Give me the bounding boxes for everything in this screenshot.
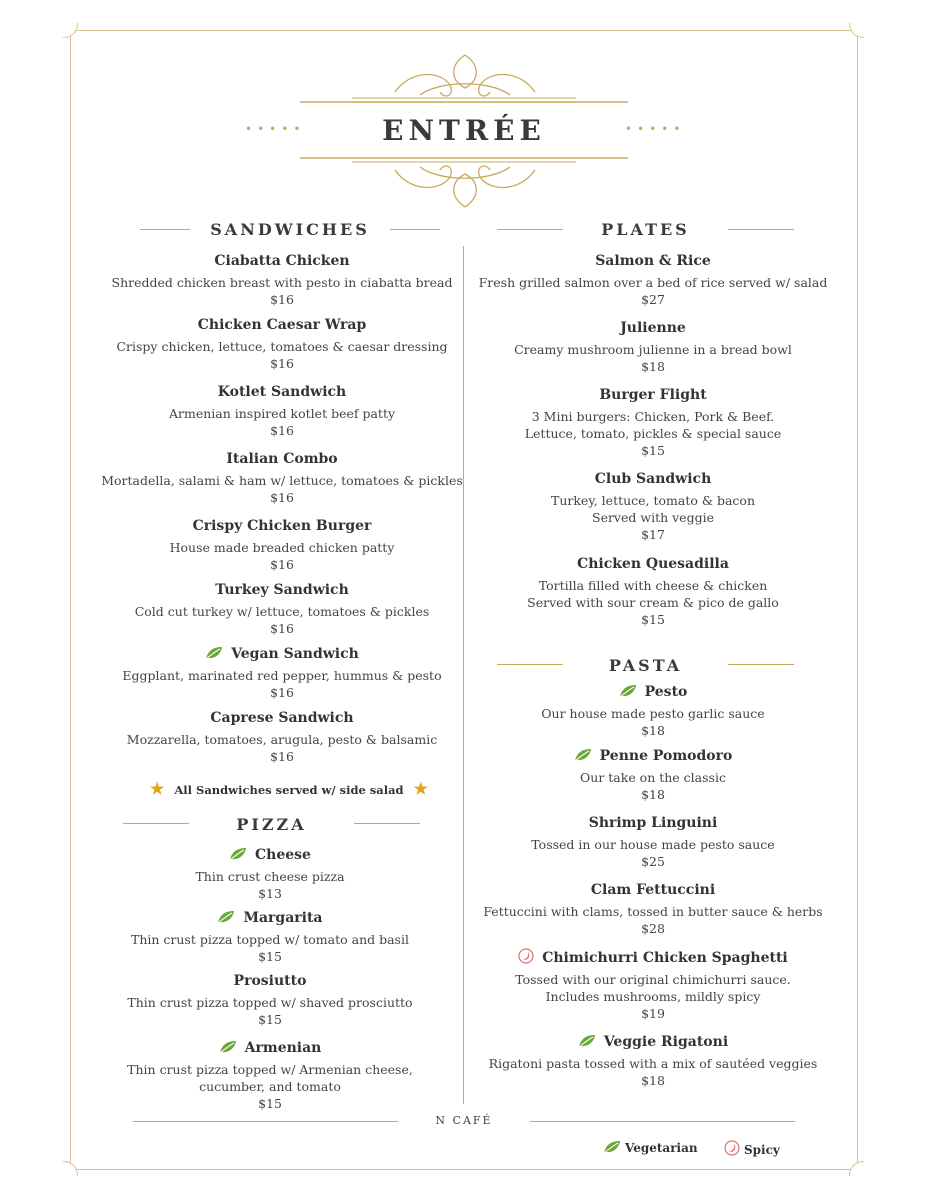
menu-item (470, 319, 836, 375)
footer-rule (530, 1121, 795, 1122)
item-price: $18 (641, 1073, 665, 1088)
vegetarian-leaf-icon (219, 1040, 237, 1054)
heading-rule (140, 229, 190, 230)
item-name: Club Sandwich (594, 471, 712, 487)
item-desc: Fettuccini with clams, tossed in butter sauce & herbs (483, 904, 823, 919)
footer-brand: N CAFÉ (435, 1114, 493, 1127)
menu-item (100, 645, 464, 701)
item-desc: Creamy mushroom julienne in a bread bowl (514, 342, 792, 357)
item-desc: Thin crust cheese pizza (195, 869, 345, 884)
item-desc-line2: Served with veggie (592, 510, 714, 525)
sandwich-note (150, 779, 428, 798)
item-desc: Armenian inspired kotlet beef patty (168, 406, 396, 421)
item-desc: Turkey, lettuce, tomato & bacon (550, 493, 756, 508)
title-dots-left: ••••• (245, 122, 306, 136)
menu-item (470, 470, 836, 543)
item-desc: Tossed in our house made pesto sauce (531, 837, 775, 852)
item-name: Veggie Rigatoni (603, 1034, 729, 1050)
pizza-heading: PIZZA (236, 815, 307, 834)
menu-item (470, 948, 836, 1022)
item-name: Chimichurri Chicken Spaghetti (542, 950, 788, 966)
menu-item (470, 683, 836, 739)
title-dots-right: ••••• (625, 122, 686, 136)
item-name: Chicken Quesadilla (577, 556, 729, 572)
pasta-heading: PASTA (608, 656, 683, 675)
item-desc: Thin crust pizza topped w/ Armenian cheese, (127, 1062, 413, 1077)
item-name: Cheese (255, 847, 311, 863)
item-name: Crispy Chicken Burger (192, 518, 372, 534)
item-price: $16 (270, 423, 294, 438)
menu-item (470, 386, 836, 459)
item-price: $28 (641, 921, 665, 936)
item-desc: Our house made pesto garlic sauce (541, 706, 765, 721)
menu-item (100, 316, 464, 372)
menu-item (100, 709, 464, 765)
item-name: Clam Fettuccini (590, 882, 716, 898)
item-desc-line2: Includes mushrooms, mildly spicy (545, 989, 761, 1004)
item-name: Kotlet Sandwich (217, 384, 347, 400)
menu-item (100, 846, 440, 902)
vegetarian-leaf-icon (603, 1140, 621, 1154)
item-price: $17 (641, 527, 665, 542)
item-name: Julienne (620, 320, 686, 336)
heading-rule (497, 229, 563, 230)
item-price: $16 (270, 292, 294, 307)
item-price: $16 (270, 490, 294, 505)
sandwich-note-text: All Sandwiches served w/ side salad (174, 783, 404, 797)
page-title: ENTRÉE (382, 114, 546, 147)
item-price: $15 (641, 612, 665, 627)
star-icon: ★ (150, 779, 165, 798)
heading-rule (354, 823, 420, 824)
vegetarian-leaf-icon (619, 684, 637, 698)
item-desc: Shredded chicken breast with pesto in ciabatta bread (111, 275, 453, 290)
menu-item (100, 581, 464, 637)
item-price: $18 (641, 723, 665, 738)
sandwiches-heading: SANDWICHES (210, 220, 370, 239)
vegetarian-leaf-icon (217, 910, 235, 924)
menu-item (470, 1033, 836, 1089)
legend-spicy (724, 1140, 780, 1157)
menu-item (470, 747, 836, 803)
spicy-icon (518, 948, 534, 964)
item-desc: House made breaded chicken patty (169, 540, 395, 555)
item-desc: Tortilla filled with cheese & chicken (538, 578, 768, 593)
item-desc: Fresh grilled salmon over a bed of rice served w/ salad (478, 275, 828, 290)
item-desc: Tossed with our original chimichurri sauce. (515, 972, 791, 987)
item-desc: Mortadella, salami & ham w/ lettuce, tomatoes & pickles (101, 473, 463, 488)
item-desc-line2: Lettuce, tomato, pickles & special sauce (524, 426, 782, 441)
item-name: Burger Flight (599, 387, 707, 403)
item-name: Italian Combo (226, 451, 338, 467)
item-price: $18 (641, 787, 665, 802)
item-price: $18 (641, 359, 665, 374)
legend-vegetarian-label: Vegetarian (625, 1141, 698, 1155)
item-name: Vegan Sandwich (231, 646, 359, 662)
legend-spicy-label: Spicy (744, 1143, 780, 1157)
item-desc: Our take on the classic (580, 770, 726, 785)
item-price: $16 (270, 557, 294, 572)
item-name: Shrimp Linguini (588, 815, 718, 831)
item-name: Caprese Sandwich (210, 710, 354, 726)
item-price: $15 (258, 949, 282, 964)
menu-item (100, 1039, 440, 1112)
menu-item (100, 517, 464, 573)
item-price: $27 (641, 292, 665, 307)
plates-heading: PLATES (601, 220, 690, 239)
menu-item (100, 252, 464, 308)
star-icon: ★ (413, 779, 428, 798)
item-desc: 3 Mini burgers: Chicken, Pork & Beef. (531, 409, 775, 424)
item-name: Armenian (244, 1040, 322, 1056)
item-desc: Crispy chicken, lettuce, tomatoes & caesar dressing (116, 339, 448, 354)
item-name: Margarita (243, 910, 323, 926)
item-price: $15 (641, 443, 665, 458)
item-price: $25 (641, 854, 665, 869)
item-price: $15 (258, 1096, 282, 1111)
item-price: $15 (258, 1012, 282, 1027)
item-price: $16 (270, 749, 294, 764)
item-price: $13 (258, 886, 282, 901)
item-desc: Cold cut turkey w/ lettuce, tomatoes & pickles (134, 604, 430, 619)
spicy-icon (724, 1140, 740, 1156)
menu-item (100, 909, 440, 965)
heading-rule (497, 664, 563, 665)
menu-item (100, 383, 464, 439)
column-divider (463, 246, 464, 1104)
heading-rule (728, 664, 794, 665)
item-name: Turkey Sandwich (215, 582, 349, 598)
menu-item (100, 450, 464, 506)
heading-rule (123, 823, 189, 824)
item-desc: Rigatoni pasta tossed with a mix of sautéed veggies (488, 1056, 818, 1071)
menu-item (470, 814, 836, 870)
item-desc: Eggplant, marinated red pepper, hummus & pesto (122, 668, 442, 683)
vegetarian-leaf-icon (205, 646, 223, 660)
item-price: $16 (270, 621, 294, 636)
item-price: $19 (641, 1006, 665, 1021)
item-desc: Thin crust pizza topped w/ shaved prosciutto (127, 995, 413, 1010)
heading-rule (728, 229, 794, 230)
menu-item (470, 881, 836, 937)
item-desc: Thin crust pizza topped w/ tomato and basil (131, 932, 409, 947)
item-name: Salmon & Rice (595, 253, 711, 269)
vegetarian-leaf-icon (574, 748, 592, 762)
heading-rule (390, 229, 440, 230)
item-name: Ciabatta Chicken (214, 253, 350, 269)
menu-item (100, 972, 440, 1028)
legend-vegetarian (603, 1140, 698, 1155)
item-name: Penne Pomodoro (599, 748, 733, 764)
vegetarian-leaf-icon (578, 1034, 596, 1048)
menu-item (470, 555, 836, 628)
vegetarian-leaf-icon (229, 847, 247, 861)
item-name: Pesto (644, 684, 688, 700)
menu-item (470, 252, 836, 308)
item-name: Chicken Caesar Wrap (197, 317, 367, 333)
item-desc: Mozzarella, tomatoes, arugula, pesto & balsamic (126, 732, 438, 747)
item-desc-line2: Served with sour cream & pico de gallo (527, 595, 779, 610)
item-price: $16 (270, 685, 294, 700)
item-price: $16 (270, 356, 294, 371)
item-desc-line2: cucumber, and tomato (199, 1079, 341, 1094)
item-name: Prosiutto (233, 973, 307, 989)
